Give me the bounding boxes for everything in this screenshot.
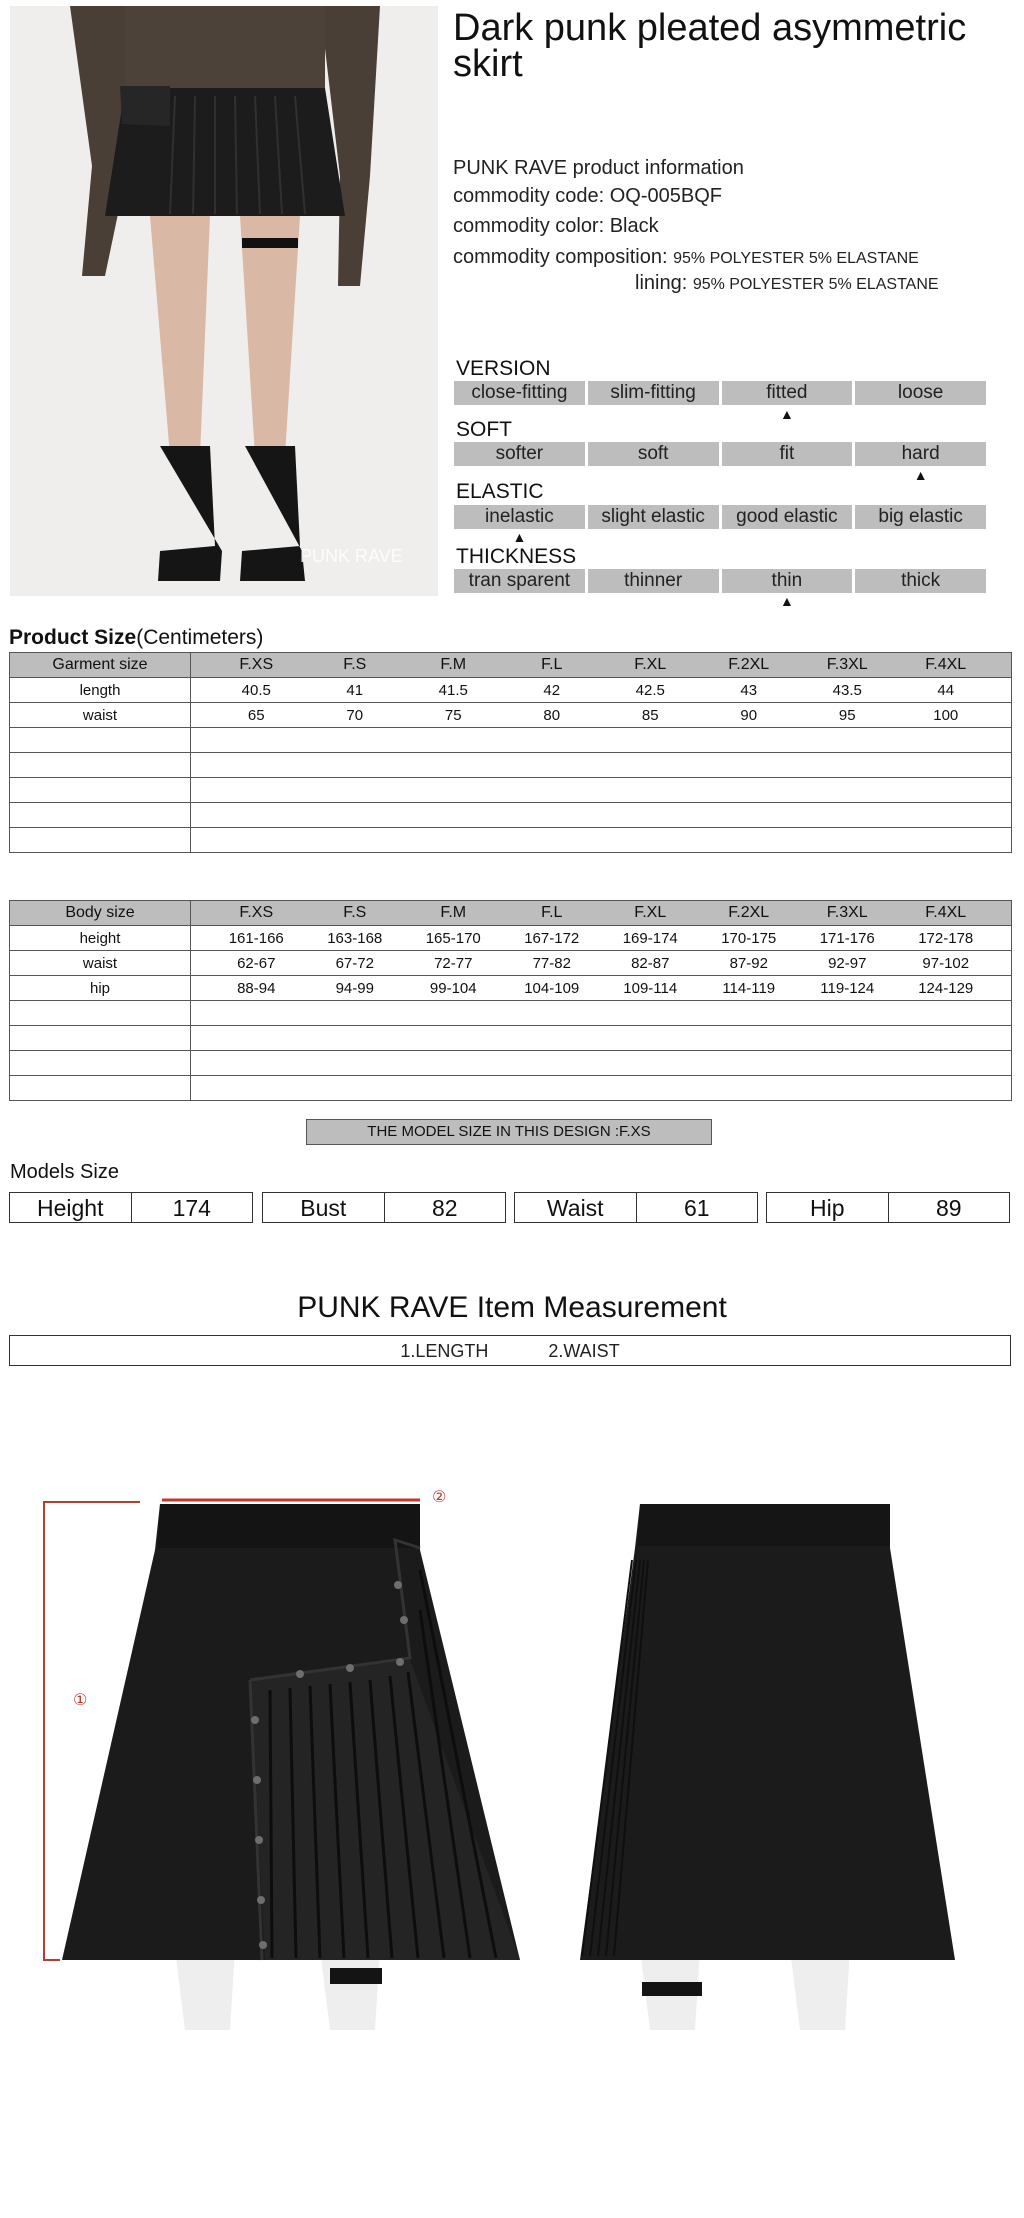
version-marker: ▲ xyxy=(779,406,794,422)
version-scale xyxy=(454,381,986,405)
table-row xyxy=(10,753,1012,778)
table-row xyxy=(10,828,1012,853)
table-row xyxy=(10,778,1012,803)
commodity-color: commodity color: Black xyxy=(453,215,659,237)
lining: lining: 95% POLYESTER 5% ELASTANE xyxy=(635,272,939,294)
elastic-scale xyxy=(454,505,986,529)
garment-size-header: Garment size xyxy=(10,653,191,678)
thickness-scale xyxy=(454,569,986,593)
soft-scale xyxy=(454,442,986,466)
length-marker: ① xyxy=(73,1692,88,1709)
thickness-option: tran sparent xyxy=(454,569,585,593)
models-size-label: Models Size xyxy=(10,1161,119,1183)
table-row: hip 88-94 94-99 99-104 104-109 109-114 114-119 119-124 124-129 xyxy=(10,976,1012,1001)
soft-option: fit xyxy=(722,442,853,466)
table-row xyxy=(10,728,1012,753)
version-option: close-fitting xyxy=(454,381,585,405)
watermark: PUNK RAVE xyxy=(300,546,403,566)
elastic-option: big elastic xyxy=(855,505,986,529)
table-row xyxy=(10,1001,1012,1026)
thickness-marker: ▲ xyxy=(779,593,794,609)
table-row xyxy=(10,803,1012,828)
commodity-code: commodity code: OQ-005BQF xyxy=(453,185,722,207)
table-row: waist 62-67 67-72 72-77 77-82 82-87 87-92 92-97 97-102 xyxy=(10,951,1012,976)
table-row xyxy=(10,1026,1012,1051)
thickness-label: THICKNESS xyxy=(456,545,577,568)
thickness-option: thin xyxy=(722,569,853,593)
version-label: VERSION xyxy=(456,357,551,380)
measurement-title: PUNK RAVE Item Measurement xyxy=(297,1291,727,1324)
thickness-option: thinner xyxy=(588,569,719,593)
body-size-table xyxy=(9,900,1012,1101)
garment-size-table xyxy=(9,652,1012,853)
elastic-label: ELASTIC xyxy=(456,480,544,503)
model-photo xyxy=(10,6,438,596)
product-title: Dark punk pleated asymmetric skirt xyxy=(453,7,967,85)
elastic-option: inelastic xyxy=(454,505,585,529)
soft-option: soft xyxy=(588,442,719,466)
table-row: height 161-166 163-168 165-170 167-172 169-174 170-175 171-176 172-178 xyxy=(10,926,1012,951)
version-option: loose xyxy=(855,381,986,405)
soft-marker: ▲ xyxy=(913,467,928,483)
table-row: waist 65 70 75 80 85 90 95 100 xyxy=(10,703,1012,728)
body-size-header: Body size xyxy=(10,901,191,926)
model-size-note: THE MODEL SIZE IN THIS DESIGN :F.XS xyxy=(306,1119,712,1145)
version-option: fitted xyxy=(722,381,853,405)
model-height: Height 174 xyxy=(9,1192,253,1223)
measurement-items: 1.LENGTH 2.WAIST xyxy=(9,1335,1011,1366)
elastic-option: good elastic xyxy=(722,505,853,529)
table-header-row: Body size F.XS F.S F.M F.L F.XL F.2XL F.3XL F.4XL xyxy=(10,901,1012,926)
elastic-marker: ▲ xyxy=(512,529,527,545)
soft-label: SOFT xyxy=(456,418,512,441)
elastic-option: slight elastic xyxy=(588,505,719,529)
skirt-back-image xyxy=(560,1490,980,2050)
model-bust: Bust 82 xyxy=(262,1192,506,1223)
table-header-row: Garment size F.XS F.S F.M F.L F.XL F.2XL F.3XL F.4XL xyxy=(10,653,1012,678)
info-heading: PUNK RAVE product information xyxy=(453,157,744,179)
commodity-composition: commodity composition: 95% POLYESTER 5% ELASTANE xyxy=(453,246,919,268)
model-waist: Waist 61 xyxy=(514,1192,758,1223)
product-size-title: Product Size(Centimeters) xyxy=(9,626,264,649)
table-row xyxy=(10,1051,1012,1076)
table-row: length 40.5 41 41.5 42 42.5 43 43.5 44 xyxy=(10,678,1012,703)
thickness-option: thick xyxy=(855,569,986,593)
soft-option: hard xyxy=(855,442,986,466)
waist-marker: ② xyxy=(432,1489,447,1506)
model-hip: Hip 89 xyxy=(766,1192,1010,1223)
table-row xyxy=(10,1076,1012,1101)
version-option: slim-fitting xyxy=(588,381,719,405)
soft-option: softer xyxy=(454,442,585,466)
skirt-front-image xyxy=(0,1490,540,2050)
